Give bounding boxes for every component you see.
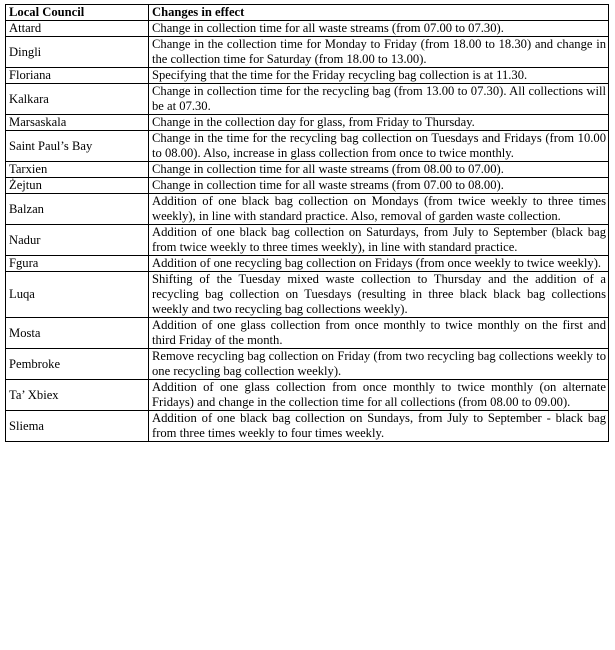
change-description: Change in collection time for all waste streams (from 08.00 to 07.00).	[149, 162, 609, 178]
table-row	[6, 411, 609, 442]
column-header-changes-in-effect: Changes in effect	[149, 5, 609, 21]
change-description: Addition of one recycling bag collection on Fridays (from once weekly to twice weekly).	[149, 256, 609, 272]
document-page	[5, 4, 608, 442]
table-row	[6, 21, 609, 37]
council-name: Luqa	[6, 272, 149, 318]
council-name: Żejtun	[6, 178, 149, 194]
table-row	[6, 37, 609, 68]
change-description: Remove recycling bag collection on Friday (from two recycling bag collections weekly to one recycling bag collection weekly).	[149, 349, 609, 380]
table-row	[6, 68, 609, 84]
change-description: Addition of one glass collection from once monthly to twice monthly (on alternate Fridays) and change in the collection time for all collections (from 08.00 to 09.00).	[149, 380, 609, 411]
council-name: Pembroke	[6, 349, 149, 380]
table-row	[6, 225, 609, 256]
council-name: Attard	[6, 21, 149, 37]
council-name: Fgura	[6, 256, 149, 272]
table-row	[6, 115, 609, 131]
council-name: Saint Paul’s Bay	[6, 131, 149, 162]
table-row	[6, 349, 609, 380]
table-row	[6, 162, 609, 178]
change-description: Addition of one black bag collection on Mondays (from twice weekly to three times weekly), in line with standard practice. Also, removal of garden waste collection.	[149, 194, 609, 225]
table-row	[6, 131, 609, 162]
table-row	[6, 84, 609, 115]
table-row	[6, 194, 609, 225]
change-description: Addition of one glass collection from once monthly to twice monthly on the first and third Friday of the month.	[149, 318, 609, 349]
change-description: Change in collection time for the recycling bag (from 13.00 to 07.30). All collections will be at 07.30.	[149, 84, 609, 115]
change-description: Change in collection time for all waste streams (from 07.00 to 08.00).	[149, 178, 609, 194]
change-description: Specifying that the time for the Friday recycling bag collection is at 11.30.	[149, 68, 609, 84]
change-description: Addition of one black bag collection on Saturdays, from July to September (black bag from twice weekly to three times weekly), in line with standard practice.	[149, 225, 609, 256]
council-name: Balzan	[6, 194, 149, 225]
council-name: Kalkara	[6, 84, 149, 115]
council-name: Dingli	[6, 37, 149, 68]
waste-collection-changes-table	[5, 4, 609, 442]
table-row	[6, 380, 609, 411]
council-name: Marsaskala	[6, 115, 149, 131]
table-row	[6, 178, 609, 194]
table-header-row	[6, 5, 609, 21]
change-description: Shifting of the Tuesday mixed waste collection to Thursday and the addition of a recycling bag collection on Tuesdays (resulting in three black black bag collections weekly and two recycling bag collections weekly).	[149, 272, 609, 318]
change-description: Addition of one black bag collection on Sundays, from July to September - black bag from three times weekly to four times weekly.	[149, 411, 609, 442]
change-description: Change in the collection time for Monday to Friday (from 18.00 to 18.30) and change in the collection time for Saturday (from 18.00 to 13.00).	[149, 37, 609, 68]
change-description: Change in the time for the recycling bag collection on Tuesdays and Fridays (from 10.00 to 08.00). Also, increase in glass collection from once to twice monthly.	[149, 131, 609, 162]
council-name: Tarxien	[6, 162, 149, 178]
change-description: Change in collection time for all waste streams (from 07.00 to 07.30).	[149, 21, 609, 37]
council-name: Floriana	[6, 68, 149, 84]
council-name: Sliema	[6, 411, 149, 442]
change-description: Change in the collection day for glass, from Friday to Thursday.	[149, 115, 609, 131]
table-row	[6, 272, 609, 318]
council-name: Mosta	[6, 318, 149, 349]
council-name: Nadur	[6, 225, 149, 256]
column-header-local-council: Local Council	[6, 5, 149, 21]
table-row	[6, 318, 609, 349]
council-name: Ta’ Xbiex	[6, 380, 149, 411]
table-row	[6, 256, 609, 272]
